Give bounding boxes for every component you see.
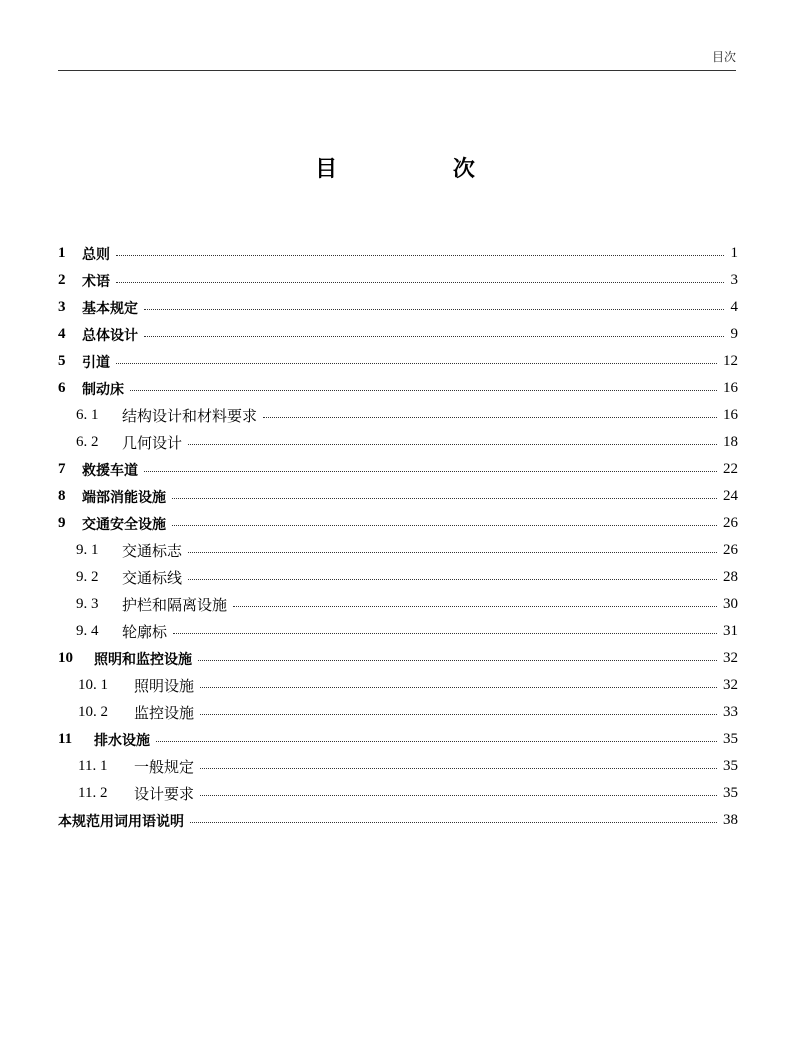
toc-entry-page: 1 (730, 245, 738, 261)
toc-entry-number: 6 (58, 380, 66, 396)
header-rule (58, 70, 736, 71)
toc-entry-number: 6. 1 (76, 407, 99, 423)
dot-leader (156, 741, 717, 742)
toc-entry-number: 7 (58, 461, 66, 477)
toc-entry-page: 38 (723, 812, 738, 828)
dot-leader (188, 579, 717, 580)
toc-entry[interactable] (58, 537, 738, 564)
toc-entry-label: 总则 (82, 246, 110, 263)
toc-entry[interactable] (58, 564, 738, 591)
dot-leader (172, 498, 717, 499)
toc-entry-page: 35 (723, 785, 738, 801)
toc-entry-page: 12 (723, 353, 738, 369)
toc-entry-number: 9. 4 (76, 623, 99, 639)
toc-entry-label: 本规范用词用语说明 (58, 813, 184, 830)
toc-entry-label: 总体设计 (82, 327, 138, 344)
toc-entry[interactable] (58, 456, 738, 483)
toc-entry[interactable] (58, 429, 738, 456)
toc-entry-number: 6. 2 (76, 434, 99, 450)
toc-entry[interactable] (58, 321, 738, 348)
dot-leader (190, 822, 717, 823)
toc-entry-page: 9 (730, 326, 738, 342)
toc-entry-label: 基本规定 (82, 300, 138, 317)
toc-entry-label: 端部消能设施 (82, 489, 166, 506)
toc-entry[interactable] (58, 240, 738, 267)
dot-leader (198, 660, 717, 661)
toc-entry-number: 9. 3 (76, 596, 99, 612)
dot-leader (200, 687, 717, 688)
dot-leader (144, 471, 717, 472)
toc-entry-label: 几何设计 (122, 434, 183, 452)
dot-leader (144, 336, 724, 337)
dot-leader (200, 714, 717, 715)
toc-entry-page: 31 (723, 623, 738, 639)
toc-entry-label: 照明和监控设施 (94, 651, 192, 668)
toc-entry-page: 26 (723, 515, 738, 531)
toc-entry-page: 32 (723, 677, 738, 693)
toc-entry[interactable] (58, 807, 738, 834)
toc-entry-number: 1 (58, 245, 66, 261)
toc-entry-label: 设计要求 (134, 785, 195, 803)
toc-entry-label: 轮廓标 (122, 623, 168, 641)
toc-entry-number: 11 (58, 731, 73, 747)
running-head: 目次 (711, 50, 736, 64)
toc-entry-label: 术语 (82, 273, 110, 290)
toc-entry[interactable] (58, 699, 738, 726)
dot-leader (188, 444, 717, 445)
toc-entry[interactable] (58, 780, 738, 807)
toc-entry-page: 16 (723, 380, 738, 396)
toc-entry[interactable] (58, 645, 738, 672)
dot-leader (130, 390, 717, 391)
toc-entry[interactable] (58, 402, 738, 429)
toc-entry-number: 10. 1 (78, 677, 108, 693)
toc-entry-page: 24 (723, 488, 738, 504)
toc-entry[interactable] (58, 672, 738, 699)
dot-leader (116, 363, 717, 364)
toc-entry-number: 11. 2 (78, 785, 108, 801)
dot-leader (172, 525, 717, 526)
dot-leader (200, 795, 717, 796)
toc-entry-number: 11. 1 (78, 758, 108, 774)
toc-entry-number: 9. 1 (76, 542, 99, 558)
toc-entry[interactable] (58, 348, 738, 375)
toc-entry-number: 4 (58, 326, 66, 342)
toc-entry[interactable] (58, 267, 738, 294)
toc-entry-number: 5 (58, 353, 66, 369)
toc-entry-label: 一般规定 (134, 758, 195, 776)
dot-leader (200, 768, 717, 769)
toc-entry-number: 10 (58, 650, 73, 666)
toc-entry-number: 9. 2 (76, 569, 99, 585)
toc-entry-number: 3 (58, 299, 66, 315)
toc-entry[interactable] (58, 753, 738, 780)
toc-entry-page: 22 (723, 461, 738, 477)
page-title: 目 次 (315, 157, 529, 182)
dot-leader (263, 417, 717, 418)
toc-entry-page: 28 (723, 569, 738, 585)
dot-leader (233, 606, 717, 607)
dot-leader (116, 282, 724, 283)
table-of-contents (58, 240, 738, 834)
toc-entry-label: 制动床 (82, 381, 124, 398)
toc-entry-label: 引道 (82, 354, 110, 371)
toc-entry-label: 结构设计和材料要求 (122, 407, 258, 425)
toc-entry-label: 照明设施 (134, 677, 195, 695)
dot-leader (144, 309, 724, 310)
toc-entry-label: 交通标线 (122, 569, 183, 587)
toc-entry-page: 18 (723, 434, 738, 450)
toc-entry[interactable] (58, 591, 738, 618)
dot-leader (173, 633, 717, 634)
toc-entry-page: 33 (723, 704, 738, 720)
toc-entry-number: 2 (58, 272, 66, 288)
toc-entry[interactable] (58, 510, 738, 537)
toc-entry[interactable] (58, 294, 738, 321)
toc-entry-label: 排水设施 (94, 732, 150, 749)
toc-entry-label: 交通标志 (122, 542, 183, 560)
toc-entry[interactable] (58, 726, 738, 753)
dot-leader (116, 255, 724, 256)
toc-entry-label: 救援车道 (82, 462, 138, 479)
toc-entry-number: 8 (58, 488, 66, 504)
toc-entry-number: 10. 2 (78, 704, 108, 720)
toc-entry-label: 护栏和隔离设施 (122, 596, 228, 614)
toc-entry-page: 4 (730, 299, 738, 315)
toc-entry-page: 30 (723, 596, 738, 612)
toc-entry-label: 监控设施 (134, 704, 195, 722)
toc-entry-page: 35 (723, 731, 738, 747)
toc-entry-page: 26 (723, 542, 738, 558)
toc-entry-label: 交通安全设施 (82, 516, 166, 533)
toc-entry[interactable] (58, 618, 738, 645)
toc-entry[interactable] (58, 483, 738, 510)
toc-entry-page: 3 (730, 272, 738, 288)
toc-entry-page: 35 (723, 758, 738, 774)
toc-entry-page: 16 (723, 407, 738, 423)
toc-entry[interactable] (58, 375, 738, 402)
toc-entry-number: 9 (58, 515, 66, 531)
toc-entry-page: 32 (723, 650, 738, 666)
dot-leader (188, 552, 717, 553)
